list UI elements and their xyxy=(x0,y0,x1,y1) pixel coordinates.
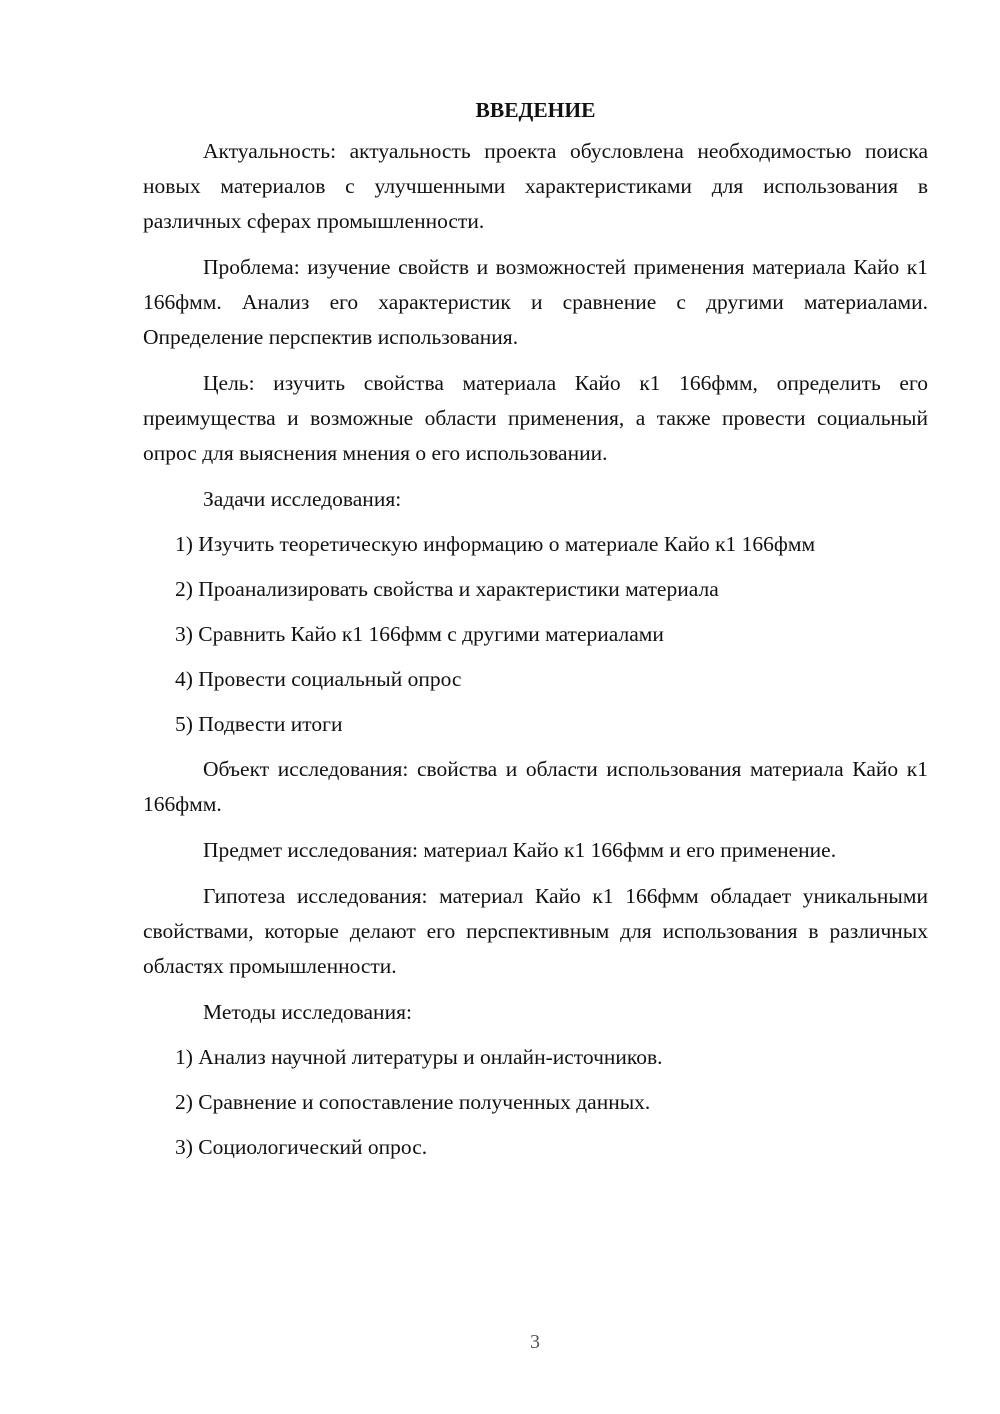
task-item: 2) Проанализировать свойства и характеристики материала xyxy=(175,577,719,601)
task-item: 3) Сравнить Кайо к1 166фмм с другими материалами xyxy=(175,622,664,646)
methods-label: Методы исследования: xyxy=(203,1000,412,1024)
task-item: 1) Изучить теоретическую информацию о материале Кайо к1 166фмм xyxy=(175,532,816,556)
hypothesis-paragraph: Гипотеза исследования: материал Кайо к1 166фмм обладает уникальными свойствами, которые делают его перспективным для использования в различных областях промышленности. xyxy=(143,884,928,978)
subject-paragraph: Предмет исследования: материал Кайо к1 166фмм и его применение. xyxy=(203,838,837,862)
method-item: 1) Анализ научной литературы и онлайн-источников. xyxy=(175,1045,663,1069)
methods-list xyxy=(143,1040,928,1165)
document-page xyxy=(143,92,928,1175)
method-item: 3) Социологический опрос. xyxy=(175,1135,428,1159)
task-item: 4) Провести социальный опрос xyxy=(175,667,462,691)
tasks-list xyxy=(143,527,928,742)
method-item: 2) Сравнение и сопоставление полученных данных. xyxy=(175,1090,651,1114)
tasks-label: Задачи исследования: xyxy=(203,487,402,511)
goal-paragraph: Цель: изучить свойства материала Кайо к1 166фмм, определить его преимущества и возможные области применения, а также провести социальный опрос для выяснения мнения о его использовании. xyxy=(143,371,928,465)
object-paragraph: Объект исследования: свойства и области использования материала Кайо к1 166фмм. xyxy=(143,757,928,816)
task-item: 5) Подвести итоги xyxy=(175,712,343,736)
section-title: ВВЕДЕНИЕ xyxy=(475,98,596,122)
relevance-paragraph: Актуальность: актуальность проекта обусловлена необходимостью поиска новых материалов с улучшенными характеристиками для использования в различных сферах промышленности. xyxy=(143,139,928,233)
problem-paragraph: Проблема: изучение свойств и возможностей применения материала Кайо к1 166фмм. Анализ его характеристик и сравнение с другими материалами. Определение перспектив использования. xyxy=(143,255,928,349)
page-number: 3 xyxy=(530,1331,540,1353)
